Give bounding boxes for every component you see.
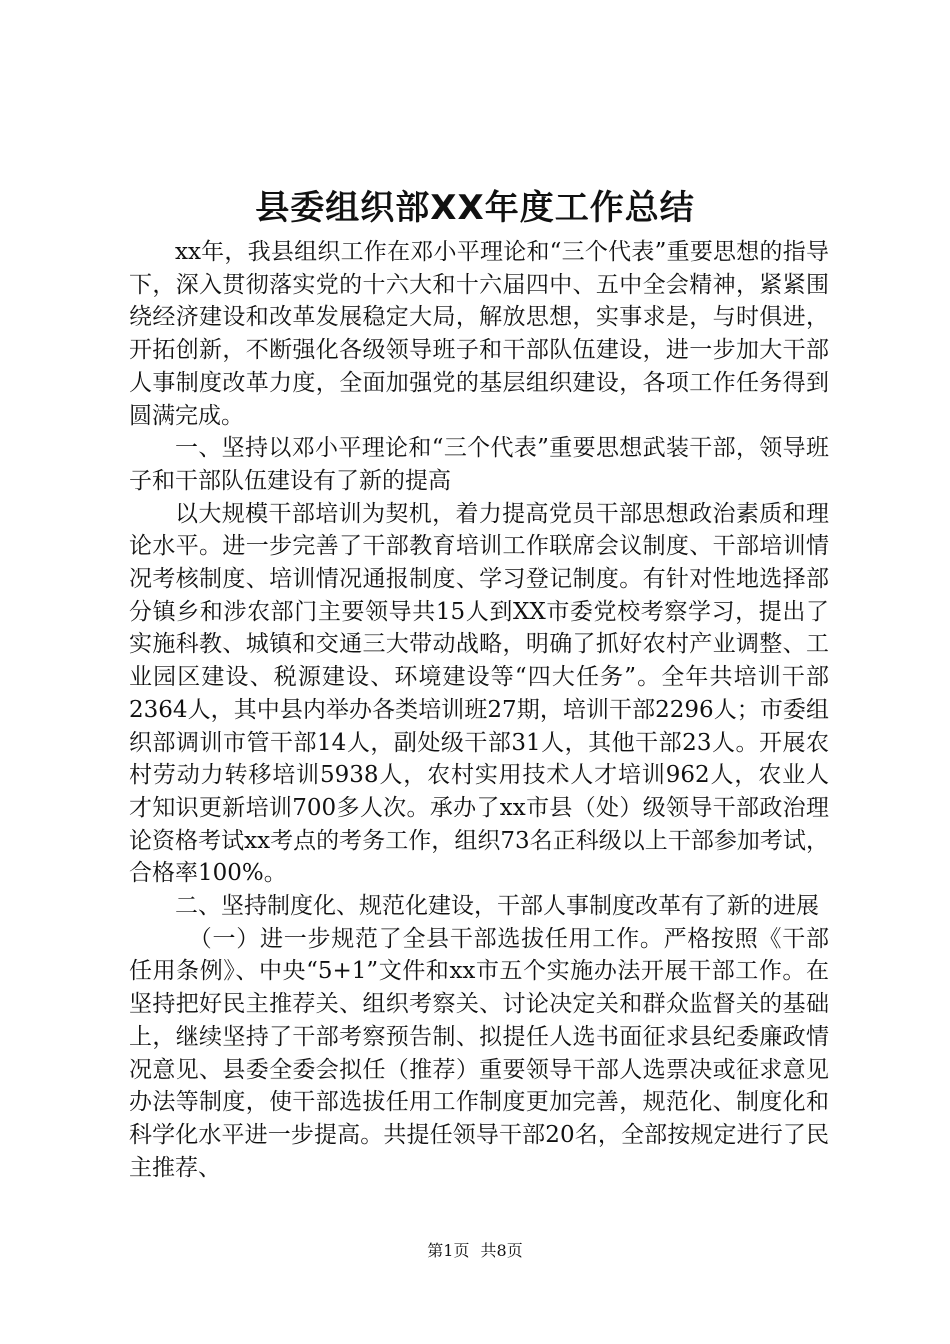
page-total: 共8页: [480, 1241, 523, 1260]
page-footer: [0, 1240, 950, 1262]
page-number: 第1页: [427, 1241, 470, 1260]
paragraph-selection: （一）进一步规范了全县干部选拔任用工作。严格按照《干部任用条例》、中央“5+1”文件和xx市五个实施办法开展干部工作。在坚持把好民主推荐关、组织考察关、讨论决定关和群众监督关的基础上，继续坚持了干部考察预告制、拟提任人选书面征求县纪委廉政情况意见、县委全委会拟任（推荐）重要领导干部人选票决或征求意见办法等制度，使干部选拔任用工作制度更加完善，规范化、制度化和科学化水平进一步提高。共提任领导干部20名，全部按规定进行了民主推荐、: [129, 925, 829, 1181]
section-heading-1: 一、坚持以邓小平理论和“三个代表”重要思想武装干部，领导班子和干部队伍建设有了新的提高: [129, 435, 829, 494]
paragraph-intro: xx年，我县组织工作在邓小平理论和“三个代表”重要思想的指导下，深入贯彻落实党的十六大和十六届四中、五中全会精神，紧紧围绕经济建设和改革发展稳定大局，解放思想，实事求是，与时俱进，开拓创新，不断强化各级领导班子和干部队伍建设，进一步加大干部人事制度改革力度，全面加强党的基层组织建设，各项工作任务得到圆满完成。: [129, 239, 829, 429]
paragraph-training: 以大规模干部培训为契机，着力提高党员干部思想政治素质和理论水平。进一步完善了干部教育培训工作联席会议制度、干部培训情况考核制度、培训情况通报制度、学习登记制度。有针对性地选择部分镇乡和涉农部门主要领导共15人到XX市委党校考察学习，提出了实施科教、城镇和交通三大带动战略，明确了抓好农村产业调整、工业园区建设、税源建设、环境建设等“四大任务”。全年共培训干部2364人，其中县内举办各类培训班27期，培训干部2296人；市委组织部调训市管干部14人，副处级干部31人，其他干部23人。开展农村劳动力转移培训5938人，农村实用技术人才培训962人，农业人才知识更新培训700多人次。承办了xx市县（处）级领导干部政治理论资格考试xx考点的考务工作，组织73名正科级以上干部参加考试，合格率100%。: [129, 500, 829, 887]
document-title: 县委组织部XX年度工作总结: [255, 188, 695, 228]
document-body: [129, 236, 829, 1184]
section-heading-2: 二、坚持制度化、规范化建设，干部人事制度改革有了新的进展: [175, 893, 819, 920]
